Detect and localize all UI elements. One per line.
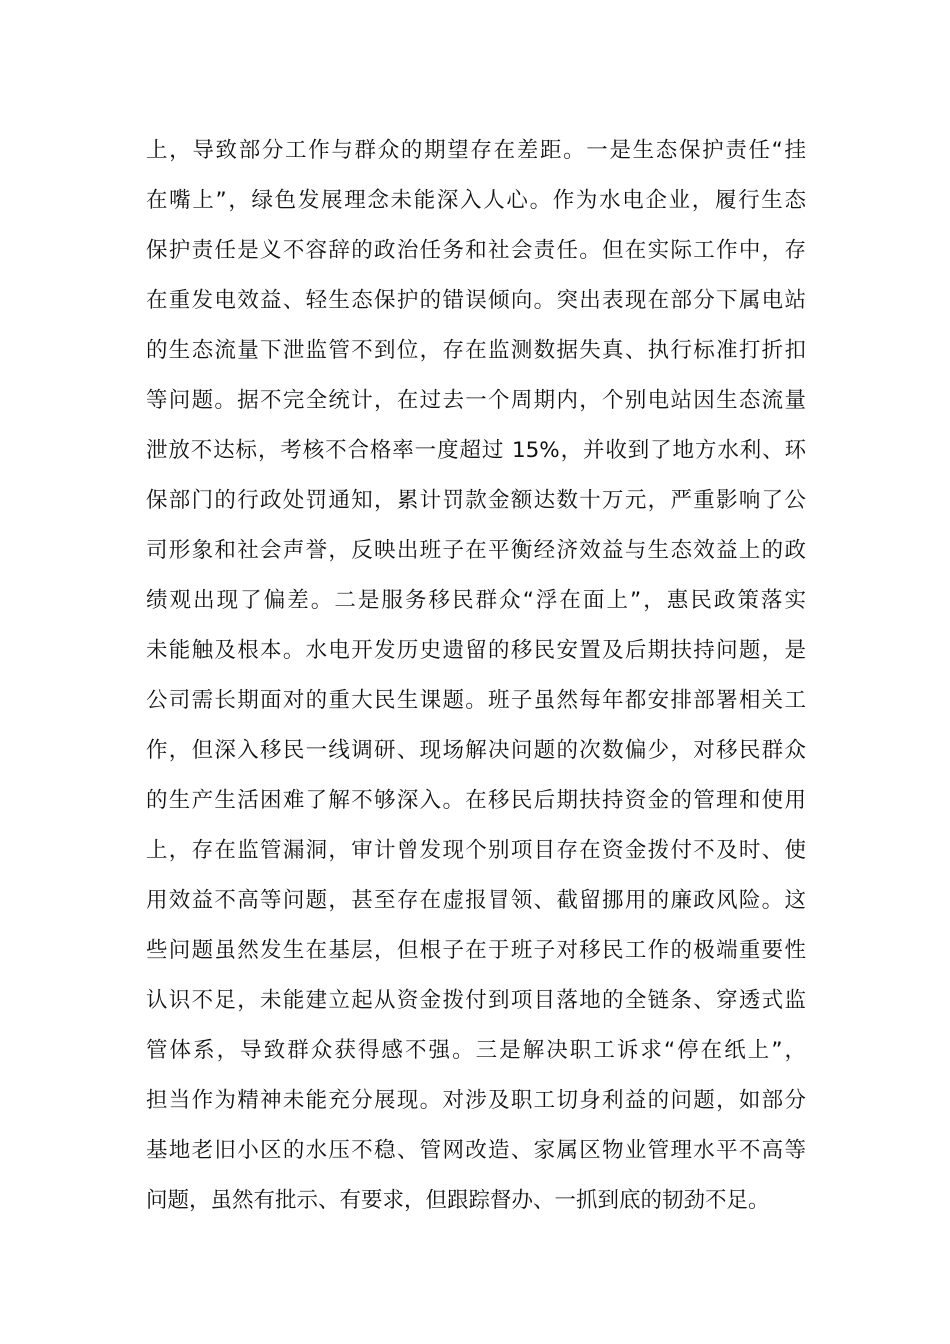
- text-line: 的生产生活困难了解不够深入。在移民后期扶持资金的管理和使用: [146, 788, 806, 813]
- text-line: 些问题虽然发生在基层，但根子在于班子对移民工作的极端重要性: [146, 938, 806, 963]
- text-line: 上，存在监管漏洞，审计曾发现个别项目存在资金拨付不及时、使: [146, 838, 806, 863]
- text-line: 担当作为精神未能充分展现。对涉及职工切身利益的问题，如部分: [146, 1088, 806, 1113]
- text-line: 司形象和社会声誉，反映出班子在平衡经济效益与生态效益上的政: [146, 538, 806, 563]
- text-line: 基地老旧小区的水压不稳、管网改造、家属区物业管理水平不高等: [146, 1138, 806, 1163]
- text-line: 管体系，导致群众获得感不强。三是解决职工诉求“停在纸上”，: [146, 1038, 806, 1063]
- text-line: 未能触及根本。水电开发历史遗留的移民安置及后期扶持问题，是: [146, 638, 806, 663]
- text-line: 保部门的行政处罚通知，累计罚款金额达数十万元，严重影响了公: [146, 488, 806, 513]
- text-line: 公司需长期面对的重大民生课题。班子虽然每年都安排部署相关工: [146, 688, 806, 713]
- text-line: 绩观出现了偏差。二是服务移民群众“浮在面上”，惠民政策落实: [146, 588, 806, 613]
- text-line: 保护责任是义不容辞的政治任务和社会责任。但在实际工作中，存: [146, 238, 806, 263]
- text-line: 在重发电效益、轻生态保护的错误倾向。突出表现在部分下属电站: [146, 288, 806, 313]
- text-line: 问题，虽然有批示、有要求，但跟踪督办、一抓到底的韧劲不足。: [146, 1188, 770, 1213]
- text-line: 作，但深入移民一线调研、现场解决问题的次数偏少，对移民群众: [146, 738, 806, 763]
- text-line: 的生态流量下泄监管不到位，存在监测数据失真、执行标准打折扣: [146, 338, 806, 363]
- text-line: 用效益不高等问题，甚至存在虚报冒领、截留挪用的廉政风险。这: [146, 888, 806, 913]
- text-line: 认识不足，未能建立起从资金拨付到项目落地的全链条、穿透式监: [146, 988, 806, 1013]
- text-line: 等问题。据不完全统计，在过去一个周期内，个别电站因生态流量: [146, 388, 806, 413]
- text-line: 泄放不达标，考核不合格率一度超过 15%，并收到了地方水利、环: [146, 438, 806, 463]
- text-line: 上，导致部分工作与群众的期望存在差距。一是生态保护责任“挂: [146, 138, 806, 163]
- text-line: 在嘴上”，绿色发展理念未能深入人心。作为水电企业，履行生态: [146, 188, 806, 213]
